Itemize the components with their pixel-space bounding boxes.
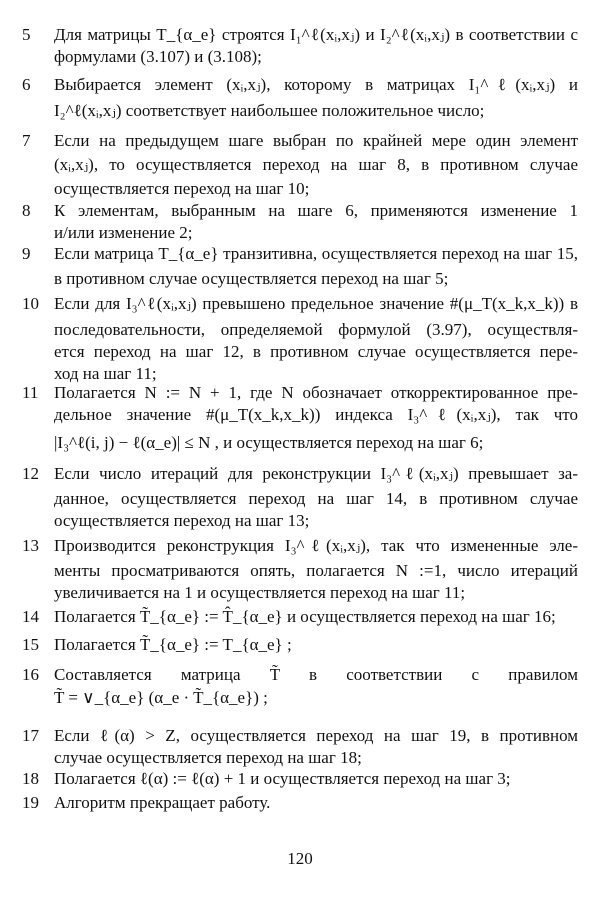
step-line: Полагается ℓ(α) := ℓ(α) + 1 и осуществляется переход на шаг 3; (54, 769, 511, 788)
step-number: 6 (22, 75, 31, 94)
step-line: Если число итераций для реконструкции I₃^ℓ(xᵢ,xⱼ) превышает за- (54, 464, 578, 483)
step-line: ется переход на шаг 12, в противном случае осуществляется пере- (54, 342, 578, 361)
step-line: |I₃^ℓ(i, j) − ℓ(α_e)| ≤ N , и осуществляется переход на шаг 6; (54, 433, 484, 452)
step-line: Выбирается элемент (xᵢ,xⱼ), которому в матрицах I₁^ℓ(xᵢ,xⱼ) и (54, 75, 578, 94)
step-number: 16 (22, 665, 39, 684)
step-line: Если ℓ(α) > Z, осуществляется переход на шаг 19, в противном (54, 726, 578, 745)
step-line: Составляется матрица T̃ в соответствии с правилом (54, 665, 578, 684)
step-number: 5 (22, 25, 31, 44)
step-line: и/или изменение 2; (54, 223, 193, 242)
step-line: Производится реконструкция I₃^ℓ(xᵢ,xⱼ), так что измененные эле- (54, 536, 578, 555)
step-number: 13 (22, 536, 39, 555)
step-number: 12 (22, 464, 39, 483)
step-number: 18 (22, 769, 39, 788)
step-number: 11 (22, 383, 39, 402)
step-number: 8 (22, 201, 31, 220)
step-number: 7 (22, 131, 31, 150)
step-line: Полагается T̃_{α_e} := T_{α_e} ; (54, 635, 292, 654)
step-number: 19 (22, 793, 39, 812)
step-line: Полагается N := N + 1, где N обозначает откорректированное пре- (54, 383, 578, 402)
step-line: Полагается T̃_{α_e} := T̂_{α_e} и осуществляется переход на шаг 16; (54, 607, 556, 626)
step-line: Если на предыдущем шаге выбран по крайней мере один элемент (54, 131, 578, 150)
step-line: T̃ = ∨_{α_e} (α_e · T̃_{α_e}) ; (54, 688, 268, 707)
step-line: ход на шаг 11; (54, 364, 157, 383)
step-line: осуществляется переход на шаг 10; (54, 179, 310, 198)
step-number: 14 (22, 607, 39, 626)
step-line: осуществляется переход на шаг 13; (54, 511, 310, 530)
step-number: 10 (22, 294, 39, 313)
step-line: данное, осуществляется переход на шаг 14, в противном случае (54, 489, 578, 508)
step-line: Если матрица T_{α_e} транзитивна, осуществляется переход на шаг 15, (54, 244, 578, 263)
step-number: 17 (22, 726, 39, 745)
step-line: I₂^ℓ(xᵢ,xⱼ) соответствует наибольшее положительное число; (54, 101, 485, 120)
step-line: в противном случае осуществляется переход на шаг 5; (54, 269, 449, 288)
step-line: (xᵢ,xⱼ), то осуществляется переход на шаг 8, в противном случае (54, 155, 578, 174)
step-line: увеличивается на 1 и осуществляется переход на шаг 11; (54, 583, 466, 602)
step-line: последовательности, определяемой формулой (3.97), осуществля- (54, 320, 578, 339)
step-line: Для матрицы T_{α_e} строятся I₁^ℓ(xᵢ,xⱼ) и I₂^ℓ(xᵢ,xⱼ) в соответствии с (54, 25, 578, 44)
step-line: формулами (3.107) и (3.108); (54, 47, 262, 66)
step-line: случае осуществляется переход на шаг 18; (54, 748, 362, 767)
step-line: Если для I₃^ℓ(xᵢ,xⱼ) превышено предельное значение #(μ_T(x_k,x_k)) в (54, 294, 578, 313)
step-line: дельное значение #(μ_T(x_k,x_k)) индекса I₃^ℓ(xᵢ,xⱼ), так что (54, 405, 578, 424)
step-number: 9 (22, 244, 31, 263)
step-line: менты просматриваются опять, полагается N :=1, число итераций (54, 561, 578, 580)
step-line: Алгоритм прекращает работу. (54, 793, 271, 812)
step-number: 15 (22, 635, 39, 654)
page-number: 120 (287, 849, 313, 868)
step-line: К элементам, выбранным на шаге 6, применяются изменение 1 (54, 201, 578, 220)
